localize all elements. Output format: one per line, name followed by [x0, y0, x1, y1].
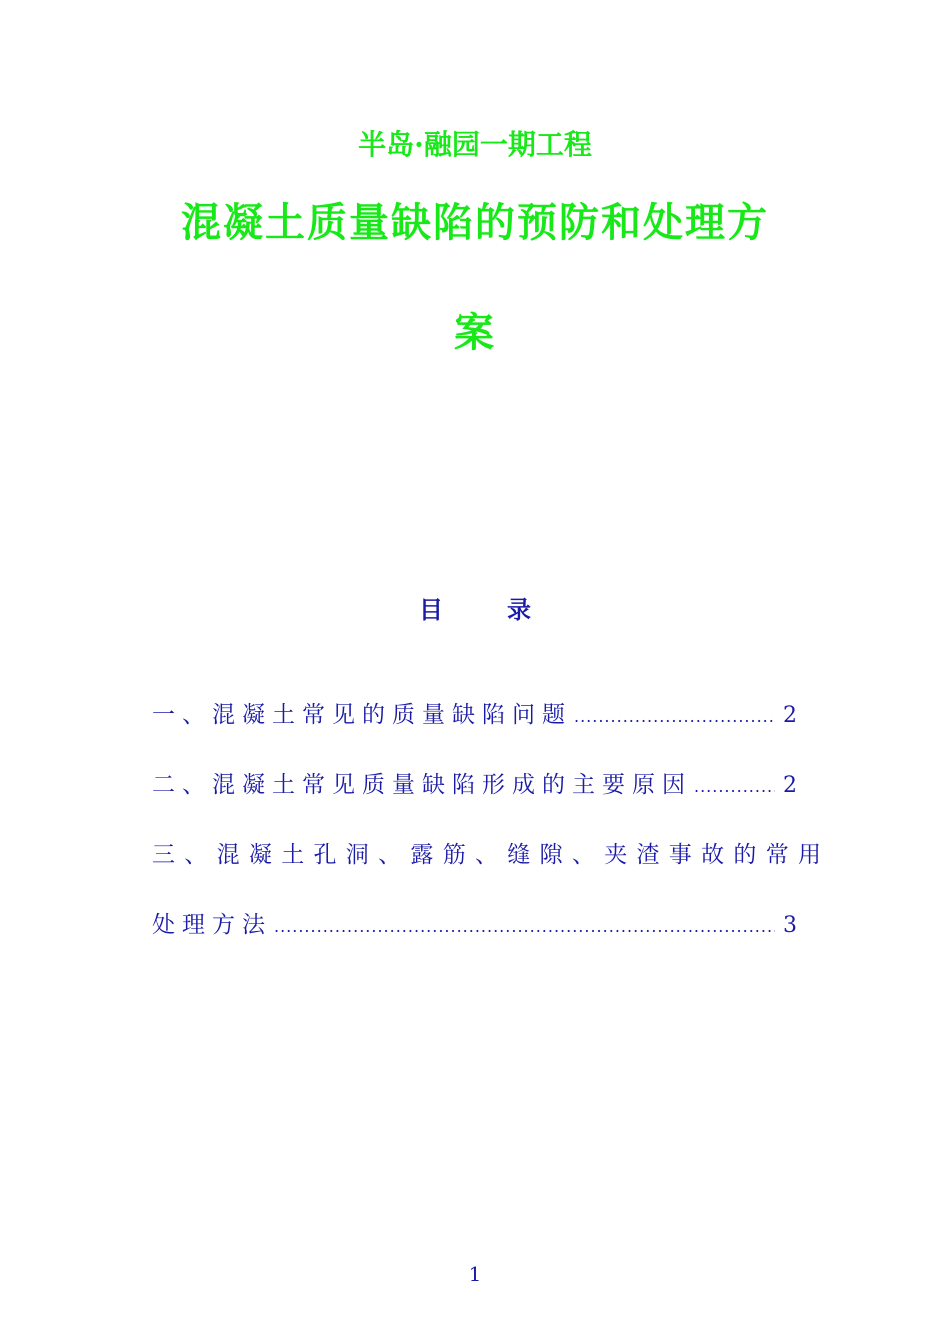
document-subtitle: 半岛·融园一期工程 [358, 128, 592, 161]
table-of-contents [152, 680, 831, 960]
toc-entry-page[interactable]: 2 [783, 773, 797, 798]
toc-entry[interactable] [152, 820, 831, 890]
toc-entry-label[interactable]: 三、混凝土孔洞、露筋、缝隙、夹渣事故的常用 [152, 842, 831, 868]
page-number: 1 [468, 1262, 482, 1286]
toc-heading [0, 592, 950, 628]
toc-leader-dots [274, 892, 775, 962]
document-title [150, 168, 800, 388]
document-title-line-2: 案 [454, 309, 496, 356]
toc-entry-label[interactable]: 二、混凝土常见质量缺陷形成的主要原因 [152, 772, 692, 798]
toc-entry-label[interactable]: 一、混凝土常见的质量缺陷问题 [152, 702, 572, 728]
document-title-line-1: 混凝土质量缺陷的预防和处理方 [181, 199, 769, 246]
toc-heading-left: 目 [419, 595, 443, 624]
toc-entry-page[interactable]: 3 [783, 913, 797, 938]
toc-heading-right: 录 [507, 595, 531, 624]
toc-entry-continuation[interactable] [152, 890, 797, 960]
toc-entry[interactable] [152, 680, 797, 750]
toc-entry[interactable] [152, 750, 797, 820]
toc-entry-label[interactable]: 处理方法 [152, 912, 272, 938]
toc-entry-page[interactable]: 2 [783, 703, 797, 728]
toc-leader-dots [574, 682, 775, 752]
toc-leader-dots [694, 752, 775, 822]
